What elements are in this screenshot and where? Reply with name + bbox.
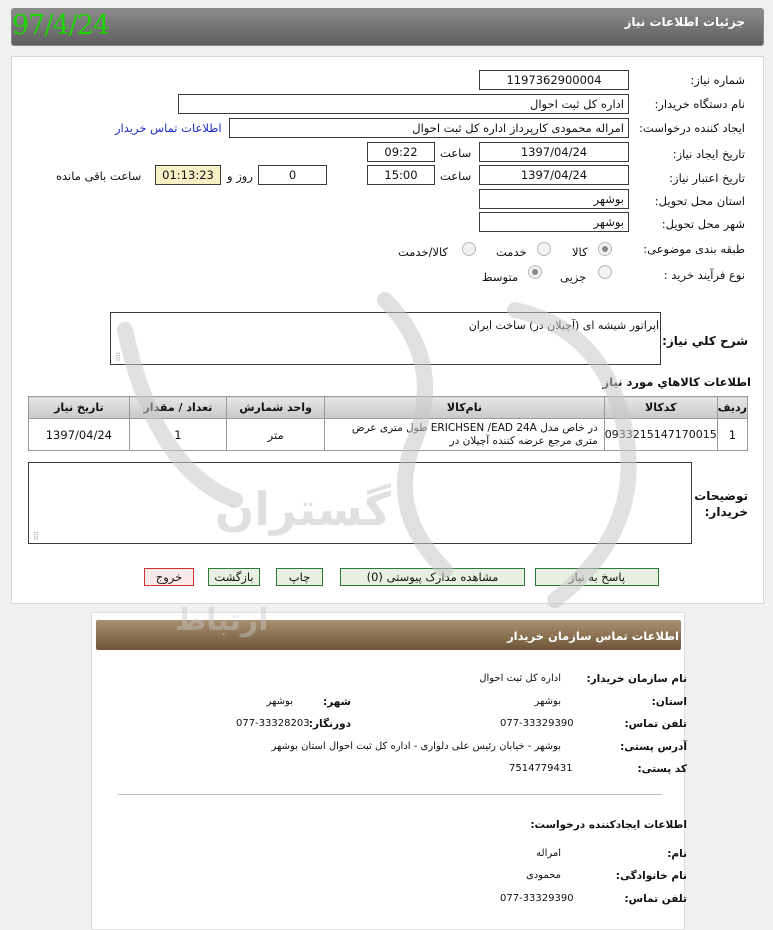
page-title: جزئیات اطلاعات نیاز [624, 15, 745, 29]
creator-phone: 077-33329390 [500, 893, 574, 904]
province-label: استان محل تحویل: [654, 194, 745, 208]
creator-family: محمودی [525, 870, 561, 881]
reply-button[interactable]: پاسخ به نیاز [535, 568, 659, 586]
contact-org: اداره کل ثبت احوال [479, 673, 561, 684]
validity-date-label: تاریخ اعتبار نیاز: [669, 171, 745, 185]
cell-row-number: 1 [717, 419, 747, 451]
contact-fax-label: دورنگار: [308, 718, 351, 730]
contact-phone: 077-33329390 [500, 718, 574, 729]
cell-code: 0933215147170015 [604, 419, 717, 451]
category-option-goods-service: کالا/خدمت [398, 245, 449, 259]
requester-field[interactable]: امراله محمودی کارپرداز اداره کل ثبت احوال [229, 118, 629, 138]
days-field[interactable]: 0 [258, 165, 327, 185]
validity-time-label: ساعت [440, 169, 472, 183]
contact-divider [118, 794, 662, 795]
print-button[interactable]: چاپ [276, 568, 323, 586]
resize-grip-icon[interactable]: ⣿ [115, 352, 121, 361]
buyer-org-label: نام دستگاه خریدار: [654, 97, 745, 111]
buyer-notes-textarea[interactable] [28, 462, 692, 544]
col-header-row-number: ردیف [717, 397, 747, 419]
contact-postal: 7514779431 [509, 763, 573, 774]
attachments-button[interactable]: مشاهده مدارک پیوستی (0) [340, 568, 525, 586]
process-option-medium: متوسط [482, 270, 519, 284]
contact-postal-label: کد پستی: [637, 763, 687, 775]
category-radio-service[interactable] [537, 242, 551, 256]
category-radio-goods-service[interactable] [462, 242, 476, 256]
contact-address-label: آدرس پستی: [620, 741, 687, 753]
need-number-label: شماره نیاز: [690, 73, 745, 87]
process-radio-medium[interactable] [528, 265, 542, 279]
creator-name-label: نام: [667, 848, 687, 860]
back-button[interactable]: بازگشت [208, 568, 260, 586]
process-radio-minor[interactable] [598, 265, 612, 279]
days-label: روز و [227, 169, 253, 183]
creator-family-label: نام خانوادگی: [615, 870, 687, 882]
creator-phone-label: تلفن تماس: [624, 893, 687, 905]
validity-date-field[interactable]: 1397/04/24 [479, 165, 629, 185]
goods-section-title: اطلاعات کالاهاي مورد نياز [602, 375, 751, 389]
col-header-unit: واحد شمارش [227, 397, 325, 419]
resize-grip-icon[interactable]: ⣿ [33, 531, 39, 540]
contact-fax: 077-33328203 [236, 718, 310, 729]
cell-unit: متر [227, 419, 325, 451]
date-overlay: 97/4/24 [12, 10, 110, 41]
created-time-field[interactable]: 09:22 [367, 142, 435, 162]
process-label: نوع فرآیند خرید : [663, 268, 745, 282]
contact-panel [91, 612, 685, 930]
cell-name: در خاص مدل ERICHSEN /EAD 24A طول متری عرض متری مرجع عرضه کننده آچیلان در [325, 419, 605, 451]
requester-label: ایجاد کننده درخواست: [639, 121, 745, 135]
table-row[interactable] [29, 419, 748, 451]
summary-text: اپراتور شیشه ای (آچیلان در) ساخت ایران [468, 319, 659, 332]
category-label: طبقه بندی موضوعی: [643, 242, 745, 256]
buyer-contact-link[interactable]: اطلاعات تماس خریدار [115, 121, 222, 135]
category-option-goods: کالا [572, 245, 588, 259]
created-date-label: تاریخ ایجاد نیاز: [672, 147, 745, 161]
col-header-quantity: تعداد / مقدار [129, 397, 226, 419]
creator-section-title: اطلاعات ایجادکننده درخواست: [530, 819, 687, 831]
col-header-code: کدکالا [604, 397, 717, 419]
cell-quantity: 1 [129, 419, 226, 451]
table-header-row [29, 397, 748, 419]
col-header-name: نام‌کالا [325, 397, 605, 419]
category-radio-goods[interactable] [598, 242, 612, 256]
province-field[interactable]: بوشهر [479, 189, 629, 209]
contact-title: اطلاعات تماس سازمان خریدار [507, 629, 679, 643]
buyer-notes-label: توضیحات خریدار: [694, 489, 748, 519]
contact-address: بوشهر - خیابان رئیس علی دلواری - اداره کل ثبت احوال استان بوشهر [271, 741, 561, 752]
creator-name: امراله [536, 848, 561, 859]
city-field[interactable]: بوشهر [479, 212, 629, 232]
contact-phone-label: تلفن تماس: [624, 718, 687, 730]
city-label: شهر محل تحویل: [661, 217, 745, 231]
contact-province: بوشهر [534, 696, 561, 707]
buyer-org-field[interactable]: اداره کل ثبت احوال [178, 94, 629, 114]
goods-table [28, 396, 748, 451]
remaining-time-field: 01:13:23 [155, 165, 221, 185]
created-date-field[interactable]: 1397/04/24 [479, 142, 629, 162]
col-header-date: تاریخ نیاز [29, 397, 130, 419]
watermark-text-side: ارتباط [175, 603, 269, 638]
contact-city: بوشهر [266, 696, 293, 707]
contact-province-label: استان: [651, 696, 687, 708]
exit-button[interactable]: خروج [144, 568, 194, 586]
summary-label: شرح کلي نياز: [662, 334, 748, 348]
created-time-label: ساعت [440, 146, 472, 160]
category-option-service: خدمت [496, 245, 527, 259]
process-option-minor: جزیی [560, 270, 587, 284]
watermark-text: گستران [215, 482, 391, 536]
contact-org-label: نام سازمان خریدار: [586, 673, 687, 685]
cell-date: 1397/04/24 [29, 419, 130, 451]
contact-city-label: شهر: [323, 696, 351, 708]
remaining-label: ساعت باقی مانده [56, 169, 142, 183]
validity-time-field[interactable]: 15:00 [367, 165, 435, 185]
need-number-field[interactable]: 1197362900004 [479, 70, 629, 90]
